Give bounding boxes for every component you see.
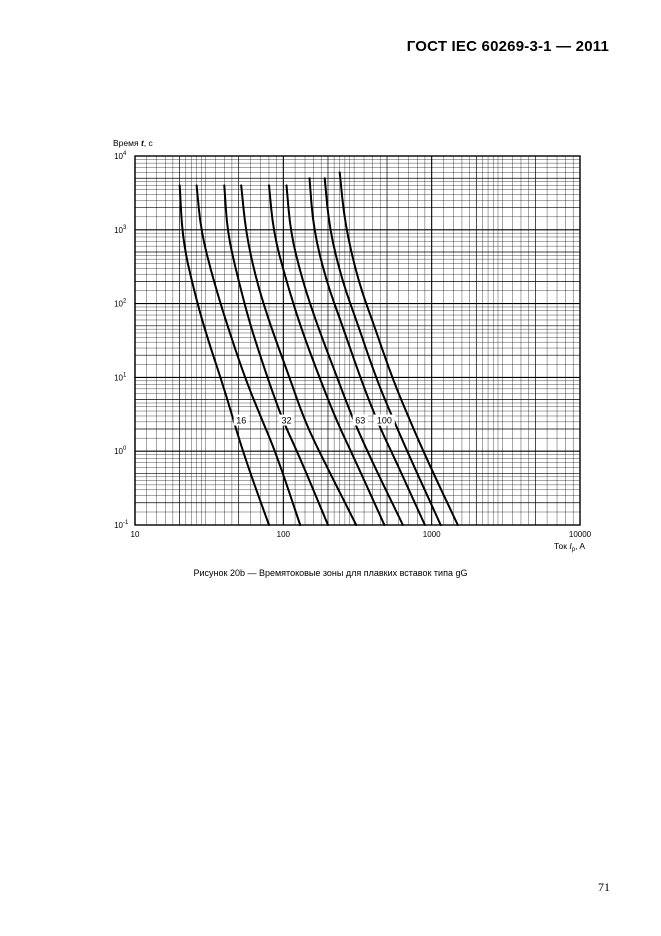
x-tick-label: 1000 (422, 530, 441, 539)
y-tick-label: 10 (114, 373, 123, 383)
chart-curves (180, 172, 458, 525)
y-tick-label: 10 (114, 299, 123, 309)
y-tick-exponent: 3 (123, 224, 127, 231)
y-tick-exponent: 1 (123, 372, 127, 379)
x-tick-label: 10 (130, 530, 140, 539)
y-tick-exponent: 0 (123, 446, 127, 453)
x-axis-label: Ток $I_p$, A (554, 541, 585, 553)
y-tick-label: 10 (114, 152, 123, 161)
y-tick-label: 10 (114, 521, 123, 530)
y-tick-exponent: 4 (123, 151, 127, 157)
curve-label: 63 (355, 415, 366, 426)
curve-label: 16 (236, 415, 247, 426)
page-number: 71 (598, 880, 610, 894)
chart-labels (113, 138, 592, 553)
chart-grid (135, 156, 580, 525)
y-axis-label: Время t, c (113, 138, 153, 148)
figure-caption: Рисунок 20b — Времятоковые зоны для плавких вставок типа gG (193, 568, 468, 578)
y-tick-label: 10 (114, 225, 123, 235)
document-header: ГОСТ IEC 60269-3-1 — 2011 (406, 38, 609, 55)
x-tick-label: 100 (276, 530, 291, 539)
chart-frame (135, 156, 580, 525)
y-tick-exponent: -1 (123, 520, 129, 526)
y-tick-label: 10 (114, 447, 123, 457)
curve-label: 32 (281, 415, 292, 426)
y-tick-exponent: 2 (123, 298, 127, 305)
x-tick-label: 10000 (568, 530, 592, 539)
curve-label: 100 (376, 415, 392, 426)
plot-frame (135, 156, 580, 525)
